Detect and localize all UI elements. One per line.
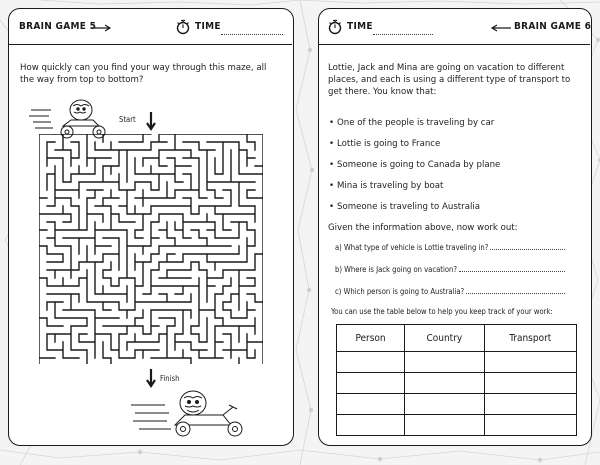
left-page-title: BRAIN GAME 5 — [19, 21, 97, 32]
maze-instructions: How quickly can you find your way through this maze, all the way from top to bottom? — [20, 63, 267, 85]
question-c-text: c) Which person is going to Australia? — [335, 287, 465, 296]
left-time-label: TIME — [195, 21, 221, 32]
logic-grid-table — [336, 324, 577, 436]
puzzle-intro: Lottie, Jack and Mina are going on vacation to different places, and each is using a different type of transport to get there. You know that: — [328, 63, 571, 97]
maze-grid[interactable] — [39, 134, 263, 364]
question-c — [335, 287, 565, 296]
clue-item: • Lottie is going to France — [337, 139, 440, 150]
question-a — [335, 243, 565, 252]
answer-b-line[interactable] — [459, 271, 565, 272]
table-cell[interactable] — [484, 394, 576, 415]
stopwatch-icon — [175, 19, 191, 35]
arrow-left-icon — [489, 24, 511, 32]
left-page-brain-game-5 — [8, 8, 294, 446]
right-time-label: TIME — [347, 21, 373, 32]
brain-rider-motorcycle-bottom-icon — [131, 387, 261, 437]
table-cell[interactable] — [405, 352, 484, 373]
question-a-text: a) What type of vehicle is Lottie traveling in? — [335, 243, 489, 252]
finish-arrow-down-icon — [146, 369, 156, 389]
maze-walls — [39, 134, 263, 364]
arrow-right-icon — [91, 24, 113, 32]
table-cell[interactable] — [484, 415, 576, 436]
clue-item: • Mina is traveling by boat — [337, 181, 443, 192]
table-row — [337, 352, 577, 373]
header-transport: Transport — [484, 325, 576, 352]
table-cell[interactable] — [337, 394, 405, 415]
table-cell[interactable] — [484, 352, 576, 373]
question-b — [335, 265, 565, 274]
table-cell[interactable] — [484, 373, 576, 394]
table-cell[interactable] — [337, 415, 405, 436]
puzzle-task: Given the information above, now work out: — [328, 223, 518, 233]
table-note: You can use the table below to help you keep track of your work: — [331, 307, 553, 316]
answer-a-line[interactable] — [490, 249, 565, 250]
clue-item: • Someone is traveling to Australia — [337, 202, 480, 213]
table-row — [337, 373, 577, 394]
clue-item: • One of the people is traveling by car — [337, 118, 494, 129]
table-cell[interactable] — [405, 394, 484, 415]
table-cell[interactable] — [337, 352, 405, 373]
table-header-row — [337, 325, 577, 352]
question-b-text: b) Where is Jack going on vacation? — [335, 265, 458, 274]
header-person: Person — [337, 325, 405, 352]
left-header-divider — [9, 44, 292, 45]
stopwatch-icon — [327, 19, 343, 35]
answer-c-line[interactable] — [466, 293, 565, 294]
start-arrow-down-icon — [146, 112, 156, 132]
maze-finish-label: Finish — [160, 374, 180, 383]
header-country: Country — [405, 325, 484, 352]
table-cell[interactable] — [337, 373, 405, 394]
table-row — [337, 394, 577, 415]
right-page-brain-game-6 — [318, 8, 592, 446]
maze-start-label: Start — [119, 115, 136, 124]
left-time-entry-line[interactable] — [221, 34, 283, 35]
clue-item: • Someone is going to Canada by plane — [337, 160, 500, 171]
table-row — [337, 415, 577, 436]
right-page-title: BRAIN GAME 6 — [514, 21, 592, 32]
table-cell[interactable] — [405, 415, 484, 436]
right-time-entry-line[interactable] — [373, 34, 433, 35]
right-header-divider — [319, 44, 590, 45]
table-cell[interactable] — [405, 373, 484, 394]
